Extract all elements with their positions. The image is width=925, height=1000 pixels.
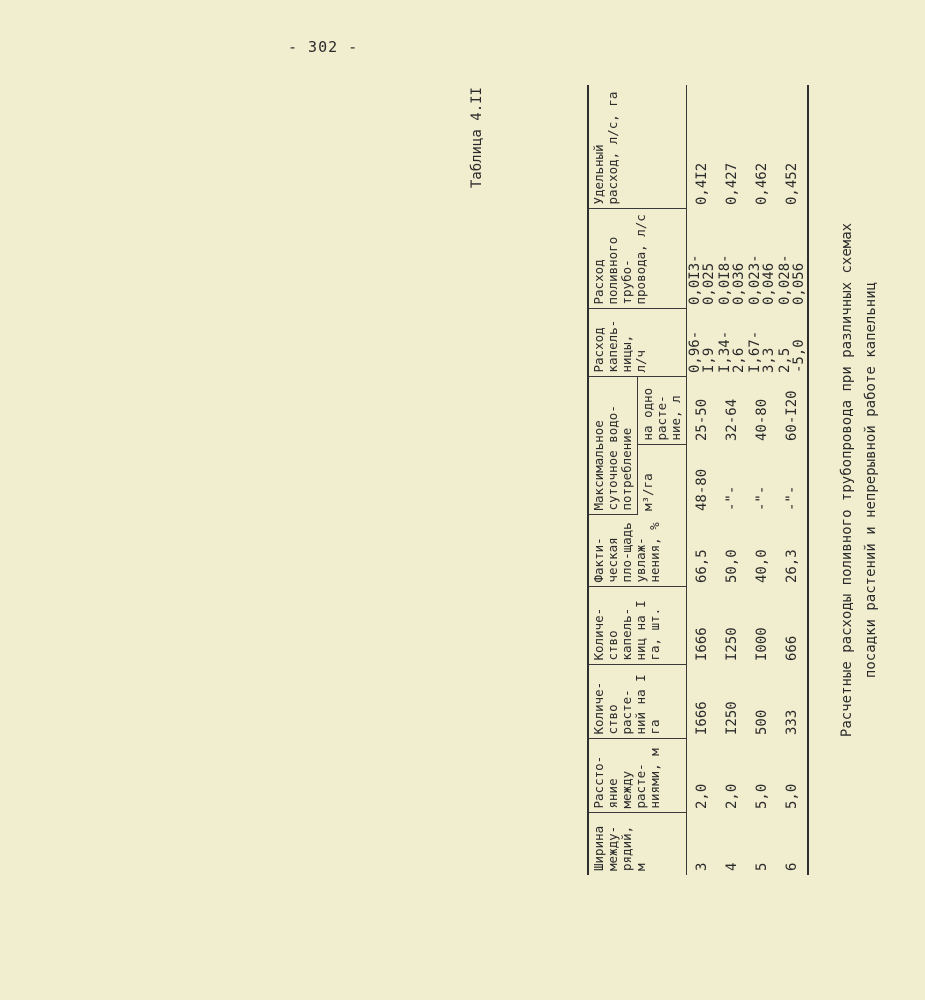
cell: 60-I20 [777,377,808,445]
cell: 6 [777,813,808,875]
cell: 66,5 [694,549,710,583]
cell: 25-50 [694,398,710,441]
table-title-line1: Расчетные расходы поливного трубопровода при различных схемах [839,222,855,738]
header-plants-per-ha: Количе-ство расте-ний на I га [588,665,687,739]
table-title [835,85,883,875]
cell: 0,462 [754,162,770,205]
table-title-line2: посадки растений и непрерывной работе капельниц [863,281,879,679]
cell: 26,3 [777,515,808,587]
header-specific-flow: Удельный расход, л/с, га [588,85,687,209]
header-actual-area: Факти-ческая пло-щадь увлаж-нения, % [588,515,687,587]
cell: I666 [694,701,710,735]
data-table [587,85,809,875]
cell: 40,0 [754,549,770,583]
cell: I,34-2,6 [717,330,747,373]
cell: -"- [754,485,770,511]
page-number: - 302 - [288,38,359,56]
cell: 3 [694,862,710,871]
table-row [687,85,718,875]
cell: 0,028-0,056 [777,209,808,309]
cell: 0,427 [724,162,740,205]
table-row [717,85,747,875]
cell: 666 [777,587,808,665]
cell: -"- [777,445,808,515]
table-row [777,85,808,875]
cell: 4 [724,862,740,871]
cell: 50,0 [724,549,740,583]
cell: 0,96-I,9 [687,330,717,373]
cell: 0,023-0,046 [747,254,777,305]
cell: I666 [694,627,710,661]
rotated-table-block [469,85,925,875]
cell: 32-64 [724,398,740,441]
cell: 0,4I2 [694,162,710,205]
cell: 0,452 [777,85,808,209]
header-max-water: Максимальное суточное водо-потребление [588,377,638,515]
header-max-water-plant: на одно расте-ние, л [638,377,687,445]
header-pipe-flow: Расход поливного трубо-провода, л/с [588,209,687,309]
header-dripper-flow: Расход капель-ницы, л/ч [588,309,687,377]
table-label: Таблица 4.II [469,87,485,189]
cell: 5,0 [754,783,770,809]
cell: 5 [754,862,770,871]
cell: 333 [777,665,808,739]
header-row [588,85,638,875]
cell: I250 [724,701,740,735]
cell: 500 [754,709,770,735]
cell: I,67-3,3 [747,330,777,373]
cell: 40-80 [754,398,770,441]
cell: 2,0 [724,783,740,809]
cell: 2,5 -5,0 [777,309,808,377]
header-drippers-per-ha: Количе-ство капель-ниц на I га, шт. [588,587,687,665]
cell: 5,0 [777,739,808,813]
header-plant-spacing: Рассто-яние между расте-ниями, м [588,739,687,813]
cell: 2,0 [694,783,710,809]
cell: 48-80 [694,468,710,511]
cell: -"- [724,485,740,511]
header-row-width: Ширина между-рядий, м [588,813,687,875]
cell: I250 [724,627,740,661]
table-row [747,85,777,875]
cell: I000 [754,627,770,661]
header-max-water-m3: м³/га [638,445,687,515]
cell: 0,0I8-0,036 [717,254,747,305]
cell: 0,0I3-0,025 [687,254,717,305]
